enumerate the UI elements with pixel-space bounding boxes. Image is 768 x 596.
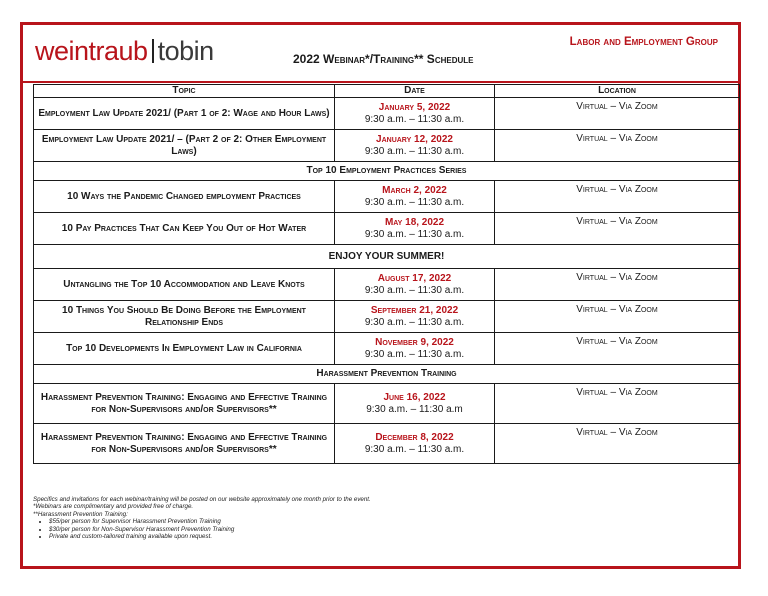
date-cell — [335, 333, 495, 365]
location-cell: Virtual – Via Zoom — [495, 384, 740, 424]
footnotes — [33, 496, 371, 540]
event-date: May 18, 2022 — [384, 217, 445, 228]
date-cell — [335, 424, 495, 464]
location-cell: Virtual – Via Zoom — [495, 301, 740, 333]
section-title: Top 10 Employment Practices Series — [34, 162, 740, 181]
location-cell: Virtual – Via Zoom — [495, 213, 740, 245]
table-row — [34, 301, 740, 333]
event-time: 9:30 a.m. – 11:30 a.m. — [364, 145, 465, 157]
table-row — [34, 333, 740, 365]
event-date: September 21, 2022 — [370, 305, 459, 316]
table-row — [34, 384, 740, 424]
date-cell — [335, 213, 495, 245]
event-time: 9:30 a.m. – 11:30 a.m. — [364, 316, 465, 328]
table-row — [34, 424, 740, 464]
topic-cell: Top 10 Developments In Employment Law in California — [34, 333, 335, 365]
section-row — [34, 162, 740, 181]
date-cell — [335, 301, 495, 333]
section-title: Harassment Prevention Training — [34, 365, 740, 384]
event-date: November 9, 2022 — [375, 337, 454, 348]
topic-cell: 10 Ways the Pandemic Changed employment Practices — [34, 181, 335, 213]
section-row — [34, 365, 740, 384]
schedule-table — [33, 84, 740, 464]
event-time: 9:30 a.m. – 11:30 a.m. — [364, 228, 465, 240]
logo-right-text: tobin — [157, 36, 214, 66]
location-cell: Virtual – Via Zoom — [495, 269, 740, 301]
location-cell: Virtual – Via Zoom — [495, 181, 740, 213]
group-name: Labor and Employment Group — [569, 36, 718, 48]
event-date: August 17, 2022 — [377, 273, 452, 284]
footnote-line: *Webinars are complimentary and provided free of charge. — [33, 503, 194, 511]
table-row — [34, 181, 740, 213]
event-time: 9:30 a.m. – 11:30 a.m. — [364, 196, 465, 208]
date-cell — [335, 384, 495, 424]
location-cell: Virtual – Via Zoom — [495, 130, 740, 162]
location-cell: Virtual – Via Zoom — [495, 98, 740, 130]
page-title: 2022 Webinar*/Training** Schedule — [293, 52, 474, 66]
event-time: 9:30 a.m. – 11:30 a.m — [366, 403, 463, 415]
list-item: • Private and custom-tailored training available upon request. — [49, 533, 371, 540]
topic-cell: Employment Law Update 2021/ (Part 1 of 2: Wage and Hour Laws) — [34, 98, 335, 130]
section-title: ENJOY YOUR SUMMER! — [34, 245, 740, 269]
topic-cell: 10 Pay Practices That Can Keep You Out of Hot Water — [34, 213, 335, 245]
event-date: January 5, 2022 — [378, 102, 451, 113]
date-cell — [335, 98, 495, 130]
logo-divider — [152, 39, 154, 63]
list-item: • $55/per person for Supervisor Harassment Prevention Training — [49, 518, 371, 525]
date-cell — [335, 130, 495, 162]
topic-cell: Untangling the Top 10 Accommodation and Leave Knots — [34, 269, 335, 301]
event-date: December 8, 2022 — [375, 432, 454, 443]
footnote-line: **Harassment Prevention Training: — [33, 510, 128, 518]
company-logo — [35, 36, 214, 67]
location-cell: Virtual – Via Zoom — [495, 424, 740, 464]
date-cell — [335, 181, 495, 213]
footnote-line: Specifics and invitations for each webinar/training will be posted on our website approximately one month prior to the event. — [33, 496, 371, 503]
list-item: • $30/per person for Non-Supervisor Harassment Prevention Training — [49, 526, 371, 533]
table-header-row — [34, 85, 740, 98]
event-time: 9:30 a.m. – 11:30 a.m. — [364, 284, 465, 296]
event-date: June 16, 2022 — [383, 392, 446, 403]
topic-cell: Employment Law Update 2021/ – (Part 2 of 2: Other Employment Laws) — [34, 130, 335, 162]
table-row — [34, 213, 740, 245]
event-date: March 2, 2022 — [382, 185, 447, 196]
logo-left-text: weintraub — [35, 36, 148, 66]
header-rule — [23, 81, 738, 83]
topic-cell: Harassment Prevention Training: Engaging and Effective Training for Non-Supervisors and/or Supervisors** — [34, 424, 335, 464]
event-date: January 12, 2022 — [376, 134, 453, 145]
event-time: 9:30 a.m. – 11:30 a.m. — [364, 443, 465, 455]
column-header-location: Location — [495, 85, 740, 98]
schedule-body — [34, 98, 740, 464]
pricing-list — [33, 518, 371, 540]
table-row — [34, 269, 740, 301]
table-row — [34, 98, 740, 130]
table-row — [34, 130, 740, 162]
location-cell: Virtual – Via Zoom — [495, 333, 740, 365]
document-frame — [20, 22, 741, 569]
event-time: 9:30 a.m. – 11:30 a.m. — [364, 348, 465, 360]
column-header-date: Date — [335, 85, 495, 98]
section-row — [34, 245, 740, 269]
topic-cell: 10 Things You Should Be Doing Before the Employment Relationship Ends — [34, 301, 335, 333]
date-cell — [335, 269, 495, 301]
column-header-topic: Topic — [34, 85, 335, 98]
event-time: 9:30 a.m. – 11:30 a.m. — [364, 113, 465, 125]
topic-cell: Harassment Prevention Training: Engaging and Effective Training for Non-Supervisors and/or Supervisors** — [34, 384, 335, 424]
